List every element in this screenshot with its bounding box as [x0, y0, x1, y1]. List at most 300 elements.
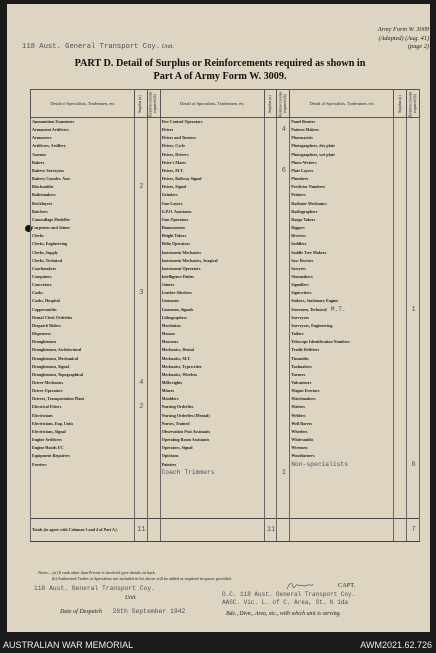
- surplus-cell: [264, 428, 277, 436]
- trade-cell: Plate Layers: [290, 167, 394, 175]
- table-row: [31, 175, 420, 183]
- reinforcement-cell: [407, 444, 420, 452]
- trade-cell: Fitters, Cycle: [160, 142, 264, 150]
- trade-cell: Masons: [160, 330, 264, 338]
- surplus-cell: [134, 208, 147, 216]
- trade-cell: Vulcanisers: [290, 379, 394, 387]
- trade-cell: Wheelers: [290, 428, 394, 436]
- surplus-cell: [134, 428, 147, 436]
- trade-cell: Toolmakers: [290, 363, 394, 371]
- surplus-header: Surplus (a): [264, 90, 277, 118]
- reinforcement-cell: [147, 208, 160, 216]
- surplus-cell: [264, 444, 277, 452]
- surplus-cell: [394, 249, 407, 257]
- surplus-cell: [394, 330, 407, 338]
- trade-cell: Clerks, Technical: [31, 257, 135, 265]
- surplus-cell: [394, 265, 407, 273]
- trade-cell: Machinists: [160, 322, 264, 330]
- surplus-cell: [264, 461, 277, 469]
- reinforcement-cell: [407, 191, 420, 199]
- table-header-row: [31, 90, 420, 118]
- reinforcement-cell: [147, 461, 160, 469]
- reinforcement-cell: [147, 126, 160, 134]
- trade-cell: Bricklayers: [31, 200, 135, 208]
- reinforcement-cell: [277, 420, 290, 428]
- reinforcement-cell: [407, 346, 420, 354]
- empty-cell: [394, 477, 407, 485]
- surplus-cell: [134, 452, 147, 460]
- surplus-cell: [264, 151, 277, 159]
- table-row: [31, 403, 420, 411]
- trade-cell: Intelligence Duties: [160, 273, 264, 281]
- surplus-cell: [264, 436, 277, 444]
- trade-cell: Radiator Mechanics: [290, 200, 394, 208]
- trade-cell: Dispensers: [31, 330, 135, 338]
- empty-cell: [147, 501, 160, 509]
- trade-cell: Hammermen: [160, 224, 264, 232]
- table-row: [31, 346, 420, 354]
- empty-cell: [160, 509, 264, 518]
- reinforcement-cell: [147, 371, 160, 379]
- table-row: [31, 420, 420, 428]
- surplus-cell: [134, 191, 147, 199]
- surplus-cell: [134, 371, 147, 379]
- commanding-officer-signature: [286, 581, 314, 591]
- trade-cell: Instrument Mechanics: [160, 249, 264, 257]
- surplus-cell: [134, 134, 147, 142]
- trade-cell: [31, 469, 135, 477]
- reinforcement-cell: [147, 363, 160, 371]
- surplus-cell: [394, 322, 407, 330]
- trade-cell: Riveters: [290, 232, 394, 240]
- surplus-cell: [394, 134, 407, 142]
- trade-cell: Well Borers: [290, 420, 394, 428]
- surplus-cell: [264, 338, 277, 346]
- surplus-cell: [134, 297, 147, 305]
- reinforcement-cell: [277, 346, 290, 354]
- trade-cell: Operating Room Assistants: [160, 436, 264, 444]
- caption-institution: AUSTRALIAN WAR MEMORIAL: [3, 640, 134, 650]
- reinforcement-cell: [277, 452, 290, 460]
- reinforcement-cell: [277, 257, 290, 265]
- trade-cell: Fitters, Signal: [160, 183, 264, 191]
- reinforcement-cell: [407, 257, 420, 265]
- totals-row: [31, 518, 420, 541]
- reinforcement-cell: [147, 142, 160, 150]
- reinforcement-cell: [277, 224, 290, 232]
- surplus-cell: [264, 289, 277, 297]
- reinforcement-cell: [277, 265, 290, 273]
- trade-cell: Saddlers: [290, 240, 394, 248]
- empty-cell: [290, 509, 394, 518]
- surplus-cell: [134, 126, 147, 134]
- empty-cell: [290, 477, 394, 485]
- reinforcement-cell: [277, 232, 290, 240]
- reinforcement-cell: [277, 118, 290, 127]
- surplus-cell: [134, 240, 147, 248]
- reinforcement-cell: [147, 314, 160, 322]
- detail-header: Detail of Specialists, Tradesmen, etc.: [31, 90, 135, 118]
- surplus-cell: [264, 403, 277, 411]
- reinforcement-cell: [147, 338, 160, 346]
- surplus-header: Surplus (a): [134, 90, 147, 118]
- trade-cell: Pattern Makers: [290, 126, 394, 134]
- trade-cell: Telescope Identification Numbers: [290, 338, 394, 346]
- reinforcement-cell: [407, 183, 420, 191]
- footer-unit-label: Unit.: [125, 595, 137, 601]
- trade-cell: Assemn: [31, 151, 135, 159]
- reinforcement-cell: [277, 249, 290, 257]
- surplus-cell: [134, 265, 147, 273]
- reinforcement-cell: [147, 265, 160, 273]
- surplus-cell: [394, 436, 407, 444]
- empty-cell: [147, 477, 160, 485]
- trade-cell: Surveyors, Engineering: [290, 322, 394, 330]
- reinforcement-cell: [277, 338, 290, 346]
- surplus-cell: [134, 330, 147, 338]
- trade-cell: Miners: [160, 387, 264, 395]
- reinforcement-cell: [407, 281, 420, 289]
- surplus-cell: [134, 216, 147, 224]
- empty-cell: [31, 501, 135, 509]
- totals-label: Totals (to agree with Columns 3 and 4 of Part A.): [31, 518, 135, 541]
- detail-header: Detail of Specialists, Tradesmen, etc.: [290, 90, 394, 118]
- note-b: (b) Authorised Trades or Specialists not included in list above will be added as required in spaces provided.: [52, 575, 232, 581]
- reinforcement-cell: [147, 249, 160, 257]
- surplus-cell: [394, 371, 407, 379]
- form-edition: (Adapted) (Aug. 41): [378, 34, 429, 42]
- trade-cell: Instrument Mechanics, Surgical: [160, 257, 264, 265]
- reinforcement-cell: [407, 387, 420, 395]
- trade-cell: Instrument Operators: [160, 265, 264, 273]
- surplus-cell: [394, 355, 407, 363]
- trade-cell: Photo-Writers: [290, 159, 394, 167]
- empty-cell: [407, 485, 420, 493]
- trade-cell: Predictor Numbers: [290, 183, 394, 191]
- reinforcement-value: 6: [277, 167, 290, 175]
- trade-cell: Wiremen: [290, 444, 394, 452]
- surplus-cell: [264, 257, 277, 265]
- surplus-cell: [264, 142, 277, 150]
- trade-cell: Height Takers: [160, 232, 264, 240]
- trade-cell: Draughtsmen: [31, 338, 135, 346]
- trade-cell: Computers: [31, 273, 135, 281]
- trade-cell: Equipment Repairers: [31, 452, 135, 460]
- title-line-1: PART D. Detail of Surplus or Reinforcements required as shown in: [74, 58, 366, 69]
- trade-cell: Farriers: [31, 461, 135, 469]
- reinforcement-cell: [147, 297, 160, 305]
- reinforcement-cell: [277, 412, 290, 420]
- trade-cell: Radiographers: [290, 208, 394, 216]
- table-row: [31, 118, 420, 127]
- reinforcement-cell: [407, 297, 420, 305]
- empty-cell: [277, 493, 290, 501]
- form-reference: [314, 26, 429, 52]
- reinforcement-cell: [407, 126, 420, 134]
- trade-cell: Clerks, Engineering: [31, 240, 135, 248]
- caption-accession-number: AWM2021.62.726: [360, 640, 432, 650]
- trade-cell: Fire Control Operators: [160, 118, 264, 127]
- trade-cell: Wagon Erectors: [290, 387, 394, 395]
- surplus-cell: [264, 183, 277, 191]
- reinforcement-cell: [147, 183, 160, 191]
- surplus-cell: [394, 395, 407, 403]
- surplus-cell: [394, 444, 407, 452]
- reinforcement-cell: [407, 428, 420, 436]
- unit-name: 118 Aust. General Transport Coy.: [22, 43, 161, 51]
- trade-cell: Nursing Orderlies (Mental): [160, 412, 264, 420]
- surplus-cell: [394, 420, 407, 428]
- reinforcement-cell: [407, 412, 420, 420]
- trade-cell: Electricians, Eng. Units: [31, 420, 135, 428]
- trade-cell: Draughtsmen, Signal: [31, 363, 135, 371]
- empty-cell: [264, 509, 277, 518]
- blank-row: [31, 509, 420, 518]
- reinforcement-cell: [407, 355, 420, 363]
- table-row: [31, 355, 420, 363]
- trade-cell: Blacksmiths: [31, 183, 135, 191]
- reinforcement-cell: [407, 363, 420, 371]
- trade-cell: Watchmakers: [290, 395, 394, 403]
- trade-cell: Bakers: [31, 159, 135, 167]
- trade-cell: G.P.O. Assistants: [160, 208, 264, 216]
- number-cell: [264, 469, 277, 477]
- trade-cell: Panel Beaters: [290, 118, 394, 127]
- reinforcement-cell: [147, 428, 160, 436]
- surplus-cell: [264, 200, 277, 208]
- trade-cell: Helio Operators: [160, 240, 264, 248]
- table-row: [31, 314, 420, 322]
- surplus-cell: [134, 232, 147, 240]
- surplus-cell: [394, 175, 407, 183]
- trade-cell: Armament Artificers: [31, 126, 135, 134]
- reinforcement-cell: [147, 151, 160, 159]
- table-row: [31, 281, 420, 289]
- trade-cell: Despatch Riders: [31, 322, 135, 330]
- trade-cell: Printers: [290, 191, 394, 199]
- reinforcement-cell: [407, 232, 420, 240]
- reinforcement-cell: [147, 240, 160, 248]
- surplus-cell: [134, 306, 147, 314]
- surplus-cell: [264, 363, 277, 371]
- reinforcement-cell: [147, 289, 160, 297]
- surplus-value: 3: [134, 289, 147, 297]
- reinforcement-cell: [277, 395, 290, 403]
- reinforcement-cell: [407, 159, 420, 167]
- surplus-cell: [394, 281, 407, 289]
- reinforcement-value: 1: [407, 306, 420, 314]
- trade-cell: Lithographers: [160, 314, 264, 322]
- reinforcement-cell: [147, 420, 160, 428]
- trade-cell: Ammunition Examiners: [31, 118, 135, 127]
- surplus-cell: [264, 314, 277, 322]
- empty-cell: [290, 485, 394, 493]
- caption-bar: [0, 638, 436, 653]
- table-row: [31, 322, 420, 330]
- surplus-cell: [264, 452, 277, 460]
- trade-cell: Mechanics, Dental: [160, 346, 264, 354]
- trade-cell: Textile Refitters: [290, 346, 394, 354]
- surplus-cell: [394, 118, 407, 127]
- empty-cell: [277, 501, 290, 509]
- empty-cell: [277, 509, 290, 518]
- reinforcement-cell: [407, 289, 420, 297]
- empty-cell: [160, 485, 264, 493]
- empty-cell: [134, 509, 147, 518]
- trade-cell: Engine Hands I/C: [31, 444, 135, 452]
- note-a: Notes.—(a) If rank other than Private is involved give details on back.: [38, 570, 156, 575]
- reinforcement-cell: [407, 175, 420, 183]
- surplus-cell: [134, 118, 147, 127]
- table-row: [31, 232, 420, 240]
- total-surplus-col1: 11: [134, 518, 147, 541]
- surplus-cell: [394, 379, 407, 387]
- surplus-cell: [394, 167, 407, 175]
- reinforcement-cell: [407, 142, 420, 150]
- reinforcement-cell: [147, 232, 160, 240]
- reinforcement-cell: [407, 314, 420, 322]
- reinforcement-cell: [407, 371, 420, 379]
- table-row: [31, 395, 420, 403]
- trade-cell: Mechanics, Typewriter: [160, 363, 264, 371]
- blank-row: [31, 485, 420, 493]
- reinforcement-cell: [277, 191, 290, 199]
- number-cell: [407, 469, 420, 477]
- surplus-cell: [394, 159, 407, 167]
- empty-cell: [407, 493, 420, 501]
- reinforcement-cell: [277, 142, 290, 150]
- trade-cell: Turners: [290, 371, 394, 379]
- reinforcement-cell: [147, 322, 160, 330]
- reinforcement-cell: [147, 452, 160, 460]
- reinforcement-value: 4: [277, 126, 290, 134]
- table-row: [31, 224, 420, 232]
- table-row: [31, 240, 420, 248]
- reinforcement-cell: [277, 175, 290, 183]
- surplus-cell: [134, 257, 147, 265]
- trade-cell: Fitter's Mates: [160, 159, 264, 167]
- reinforcement-cell: [277, 297, 290, 305]
- surplus-cell: [394, 208, 407, 216]
- form-page-number: (page 2): [407, 43, 429, 51]
- trade-cell: Carpenter and Joiner: [31, 224, 135, 232]
- reinforcement-cell: [277, 289, 290, 297]
- surplus-cell: [264, 191, 277, 199]
- surplus-cell: [134, 363, 147, 371]
- blank-row: [31, 493, 420, 501]
- empty-cell: [264, 485, 277, 493]
- surplus-cell: [264, 232, 277, 240]
- blank-row: [31, 501, 420, 509]
- trade-cell: Welders: [290, 412, 394, 420]
- surplus-cell: [134, 273, 147, 281]
- despatch-date-line: [60, 608, 185, 615]
- surplus-cell: [264, 208, 277, 216]
- reinforcement-cell: [407, 216, 420, 224]
- surplus-cell: [394, 126, 407, 134]
- table-row: [31, 208, 420, 216]
- empty-cell: [31, 485, 135, 493]
- coach-trimmers-entry: Coach Trimmers: [160, 469, 264, 477]
- reinforcement-cell: [407, 249, 420, 257]
- reinforcement-cell: [277, 355, 290, 363]
- reinforcement-cell: [277, 379, 290, 387]
- table-row: [31, 200, 420, 208]
- table-row: [31, 428, 420, 436]
- reinforcement-cell: [277, 403, 290, 411]
- surplus-cell: [264, 240, 277, 248]
- table-row: [31, 444, 420, 452]
- surplus-cell: [394, 297, 407, 305]
- table-row: [31, 249, 420, 257]
- trade-cell: Signwriters: [290, 289, 394, 297]
- surplus-cell: [394, 232, 407, 240]
- empty-cell: [264, 501, 277, 509]
- table-row: [31, 126, 420, 134]
- table-row: [31, 273, 420, 281]
- surplus-cell: [134, 387, 147, 395]
- trade-cell: Electricians, Signal: [31, 428, 135, 436]
- surplus-cell: [264, 265, 277, 273]
- surplus-value: 2: [134, 183, 147, 191]
- surplus-cell: [264, 346, 277, 354]
- empty-cell: [134, 493, 147, 501]
- trade-cell: Fitters: [160, 126, 264, 134]
- empty-cell: [394, 509, 407, 518]
- reinforcement-cell: [147, 355, 160, 363]
- empty-cell: [147, 493, 160, 501]
- officer-rank: CAPT.: [338, 582, 356, 589]
- reinforcement-cell: [277, 306, 290, 314]
- reinforcement-cell: [147, 444, 160, 452]
- trade-cell: Riggers: [290, 224, 394, 232]
- reinforcement-cell: [407, 118, 420, 127]
- empty-cell: [277, 485, 290, 493]
- surplus-cell: [264, 118, 277, 127]
- trade-cell: Saw Doctors: [290, 257, 394, 265]
- surplus-cell: [264, 216, 277, 224]
- reinforcements-header: Reinforcements required (b): [407, 90, 420, 118]
- reinforcement-cell: [147, 436, 160, 444]
- surplus-cell: [264, 387, 277, 395]
- number-cell: [134, 469, 147, 477]
- trade-cell: Observation Post Assistants: [160, 428, 264, 436]
- reinforcement-cell: [147, 159, 160, 167]
- trade-cell: Coachmakers: [31, 265, 135, 273]
- surplus-cell: [264, 249, 277, 257]
- surplus-cell: [394, 142, 407, 150]
- trade-cell: Butchers: [31, 208, 135, 216]
- surplus-cell: [264, 330, 277, 338]
- empty-cell: [264, 493, 277, 501]
- trade-cell: Clerks, Supply: [31, 249, 135, 257]
- surplus-value: 4: [134, 379, 147, 387]
- oc-line-2: AASC. Vic. L. of C. Area, St. K 1da: [222, 598, 349, 606]
- empty-cell: [290, 493, 394, 501]
- trade-cell: Electrical Fitters: [31, 403, 135, 411]
- surplus-cell: [134, 281, 147, 289]
- reinforcement-cell: [277, 436, 290, 444]
- trade-cell: [290, 306, 394, 314]
- reinforcement-cell: [147, 403, 160, 411]
- unit-label: Unit.: [161, 44, 174, 50]
- empty-cell: [31, 477, 135, 485]
- reinforcement-cell: [407, 240, 420, 248]
- trade-cell: Photographers, wet plate: [290, 151, 394, 159]
- surplus-cell: [264, 322, 277, 330]
- reinforcements-header: Reinforcements required (b): [147, 90, 160, 118]
- surplus-cell: [134, 159, 147, 167]
